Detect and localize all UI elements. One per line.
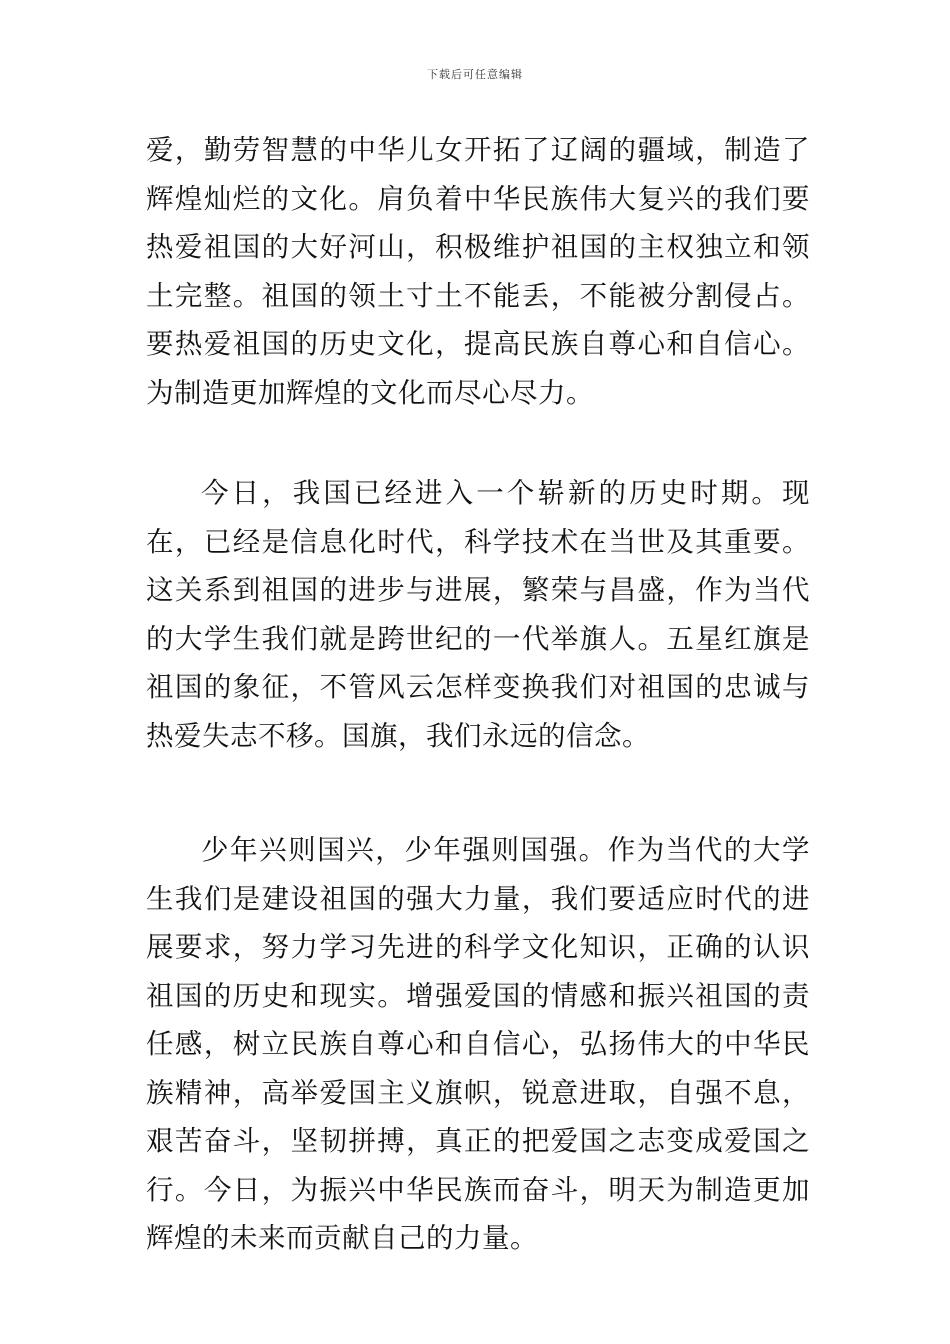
page-header: 下载后可任意编辑 <box>427 68 523 81</box>
paragraph-1: 爱，勤劳智慧的中华儿女开拓了辽阔的疆域，制造了辉煌灿烂的文化。肩负着中华民族伟大复兴的我们要热爱祖国的大好河山，积极维护祖国的主权独立和领土完整。祖国的领土寸土不能丢，不能被分割侵占。要热爱祖国的历史文化，提高民族自尊心和自信心。为制造更加辉煌的文化而尽心尽力。 <box>146 134 810 409</box>
paragraph-3: 少年兴则国兴，少年强则国强。作为当代的大学生我们是建设祖国的强大力量，我们要适应时代的进展要求，努力学习先进的科学文化知识，正确的认识祖国的历史和现实。增强爱国的情感和振兴祖国的责任感，树立民族自尊心和自信心，弘扬伟大的中华民族精神，高举爱国主义旗帜，锐意进取，自强不息，艰苦奋斗，坚韧拼搏，真正的把爱国之志变成爱国之行。今日，为振兴中华民族而奋斗，明天为制造更加辉煌的未来而贡献自己的力量。 <box>146 834 810 1254</box>
paragraph-2: 今日，我国已经进入一个崭新的历史时期。现在，已经是信息化时代，科学技术在当世及其重要。这关系到祖国的进步与进展，繁荣与昌盛，作为当代的大学生我们就是跨世纪的一代举旗人。五星红旗是祖国的象征，不管风云怎样变换我们对祖国的忠诚与热爱失志不移。国旗，我们永远的信念。 <box>146 477 810 752</box>
